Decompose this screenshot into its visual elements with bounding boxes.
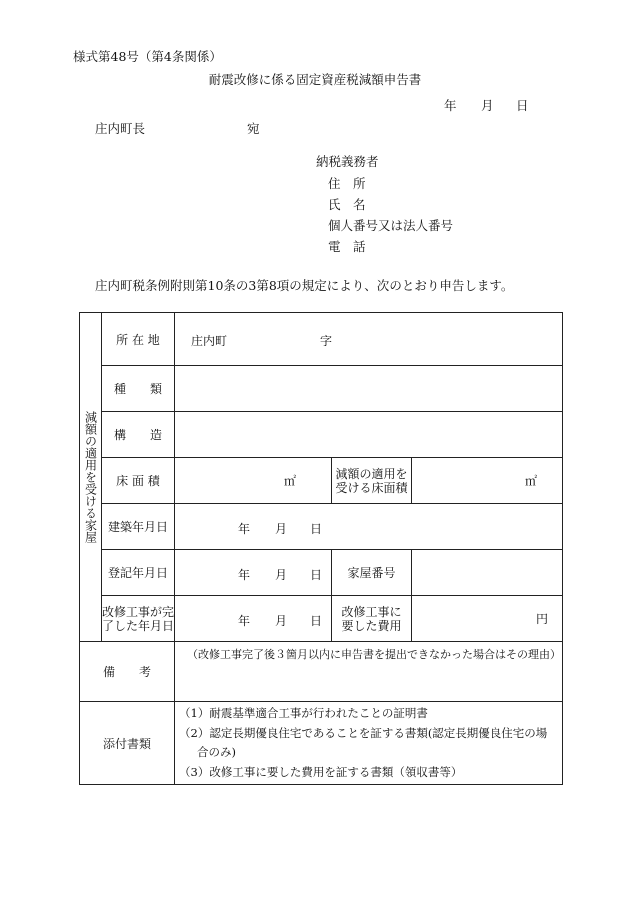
row-remarks — [80, 642, 563, 702]
attachments-label: 添付書類 — [80, 702, 175, 785]
row-registered-date — [80, 550, 563, 596]
registered-month: 月 — [275, 568, 288, 582]
cost-value[interactable] — [412, 596, 563, 642]
cost-unit: 円 — [536, 612, 549, 626]
row-structure — [80, 412, 563, 458]
house-group-label: 減額の適用を受ける家屋 — [83, 411, 98, 543]
row-attachments — [80, 702, 563, 785]
remarks-label: 備 考 — [80, 642, 175, 702]
date-year-label: 年 — [444, 98, 457, 113]
reduced-area-label-line2: 受ける床面積 — [335, 480, 408, 495]
completion-day: 日 — [310, 614, 323, 628]
house-number-value[interactable] — [412, 550, 563, 596]
row-type — [80, 366, 563, 412]
cost-label-line1: 改修工事に — [341, 604, 402, 619]
registered-year: 年 — [238, 568, 251, 582]
completion-month: 月 — [275, 614, 288, 628]
row-completion — [80, 596, 563, 642]
reduced-area-label-line1: 減額の適用を — [335, 466, 408, 481]
location-aza: 字 — [320, 334, 333, 348]
completion-label-line1: 改修工事が完 — [102, 604, 175, 619]
completion-date-value[interactable] — [175, 596, 332, 642]
structure-label: 構 造 — [102, 412, 175, 458]
taxpayer-heading: 納税義務者 — [316, 154, 379, 169]
built-date-label: 建築年月日 — [102, 504, 175, 550]
built-day: 日 — [310, 522, 323, 536]
row-built-date — [80, 504, 563, 550]
addressee: 庄内町長 — [95, 121, 146, 136]
house-group-label-cell — [80, 313, 102, 642]
date-month-label: 月 — [481, 98, 494, 113]
statement: 庄内町税条例附則第10条の3第8項の規定により、次のとおり申告します。 — [95, 278, 514, 293]
taxpayer-name-label: 氏 名 — [328, 197, 366, 212]
built-year: 年 — [238, 522, 251, 536]
floor-area-value[interactable] — [175, 458, 332, 504]
remarks-note: （改修工事完了後３箇月以内に申告書を提出できなかった場合はその理由） — [187, 648, 561, 661]
floor-area-label: 床 面 積 — [102, 458, 175, 504]
cost-label-line2: 要した費用 — [341, 618, 402, 633]
cost-label — [332, 596, 412, 642]
taxpayer-phone-label: 電 話 — [328, 239, 366, 254]
attachment-item-continued: 合のみ) — [197, 745, 236, 759]
type-value[interactable] — [175, 366, 563, 412]
reduced-area-label — [332, 458, 412, 504]
row-location — [80, 313, 563, 366]
taxpayer-address-label: 住 所 — [328, 176, 366, 191]
registered-date-label: 登記年月日 — [102, 550, 175, 596]
taxpayer-id-label: 個人番号又は法人番号 — [328, 218, 454, 233]
floor-area-unit: ㎡ — [283, 474, 296, 488]
completion-date-label — [102, 596, 175, 642]
remarks-value[interactable] — [175, 642, 563, 702]
built-date-value[interactable] — [175, 504, 563, 550]
reduced-area-value[interactable] — [412, 458, 563, 504]
location-value[interactable] — [175, 313, 563, 366]
form-number: 様式第48号（第4条関係） — [73, 49, 222, 64]
date-day-label: 日 — [516, 98, 529, 113]
registered-date-value[interactable] — [175, 550, 332, 596]
attachment-item: （3）改修工事に要した費用を証する書類（領収書等） — [179, 764, 463, 779]
house-number-label: 家屋番号 — [332, 550, 412, 596]
page-title: 耐震改修に係る固定資産税減額申告書 — [208, 72, 422, 87]
attachments-list — [175, 702, 563, 785]
addressee-suffix: 宛 — [247, 121, 260, 136]
built-month: 月 — [275, 522, 288, 536]
type-label: 種 類 — [102, 366, 175, 412]
location-label: 所 在 地 — [102, 313, 175, 366]
location-town: 庄内町 — [191, 334, 228, 348]
completion-year: 年 — [238, 614, 251, 628]
completion-label-line2: 了した年月日 — [102, 618, 175, 633]
attachment-item: （2）認定長期優良住宅であることを証する書類(認定長期優良住宅の場 — [179, 725, 548, 740]
structure-value[interactable] — [175, 412, 563, 458]
application-table — [79, 312, 563, 785]
attachment-item: （1）耐震基準適合工事が行われたことの証明書 — [179, 706, 428, 720]
reduced-area-unit: ㎡ — [525, 474, 538, 488]
row-floor-area — [80, 458, 563, 504]
registered-day: 日 — [310, 568, 323, 582]
